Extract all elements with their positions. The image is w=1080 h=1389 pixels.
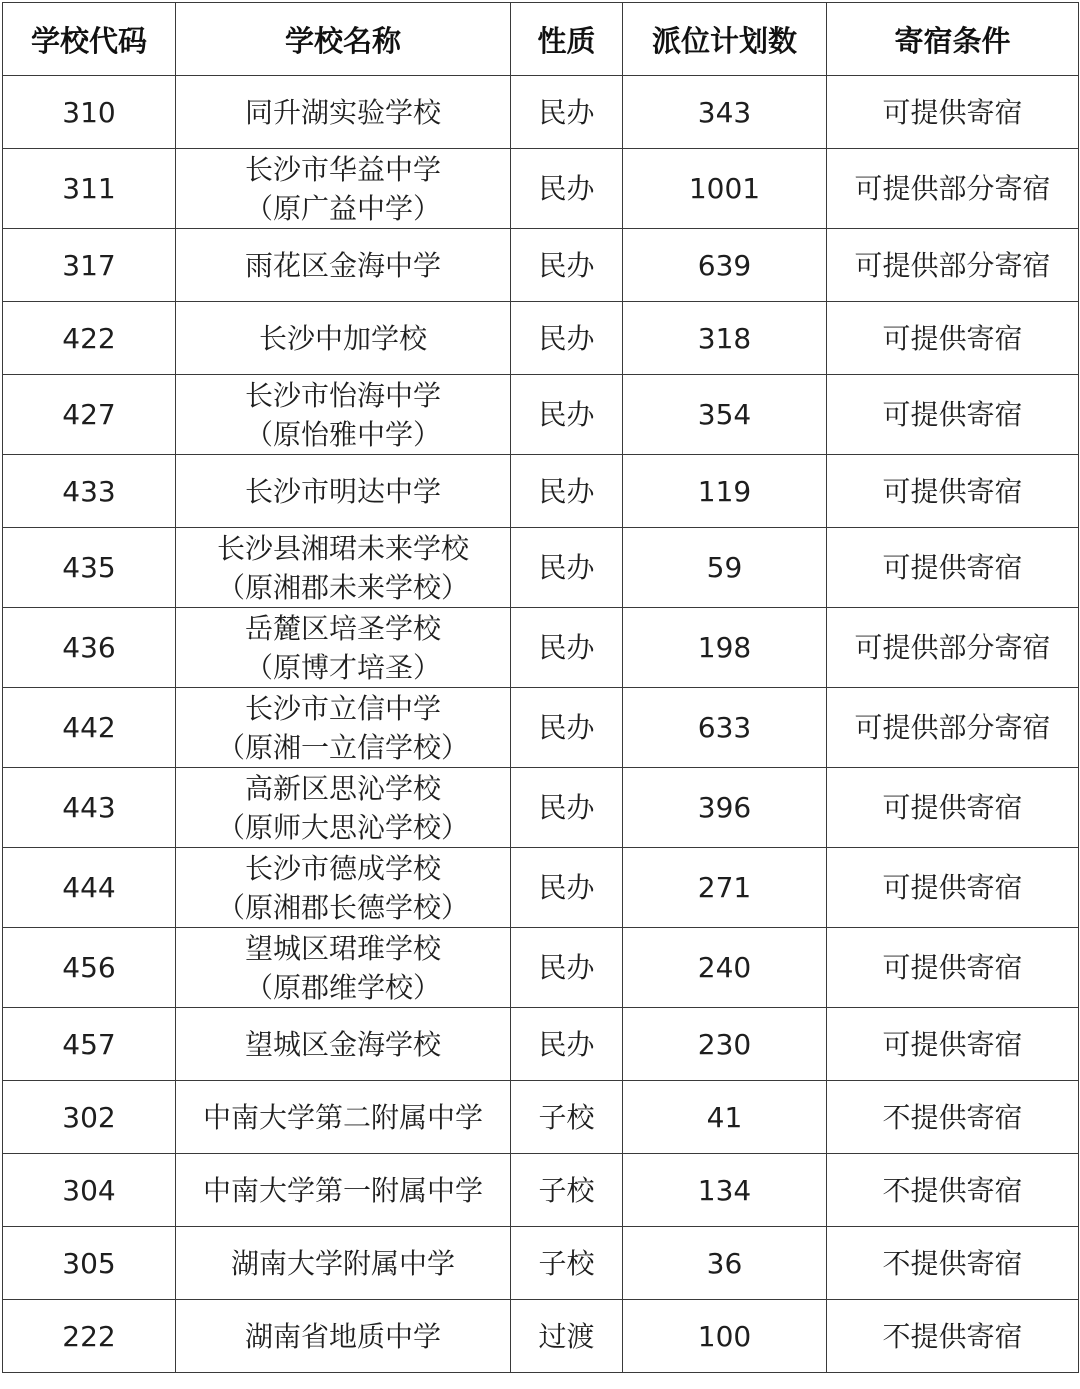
table-row — [3, 1081, 1079, 1154]
school-name-text: 长沙市立信中学 — [244, 691, 441, 725]
cell-allocation-quota: 633 — [623, 688, 827, 768]
cell-boarding-condition: 可提供部分寄宿 — [827, 608, 1079, 688]
cell-school-type: 过渡 — [511, 1300, 623, 1373]
cell-school-code: 305 — [3, 1227, 176, 1300]
cell-school-type: 民办 — [511, 229, 623, 302]
table-header-row — [3, 3, 1079, 76]
school-name-text: 岳麓区培圣学校 — [244, 611, 441, 645]
school-former-name-text: （原博才培圣） — [244, 650, 441, 684]
school-former-name-text: （原广益中学） — [244, 191, 441, 225]
cell-school-code: 457 — [3, 1008, 176, 1081]
school-name-text: 长沙市明达中学 — [244, 474, 441, 508]
cell-boarding-condition: 不提供寄宿 — [827, 1300, 1079, 1373]
cell-boarding-condition: 可提供部分寄宿 — [827, 229, 1079, 302]
cell-boarding-condition: 可提供部分寄宿 — [827, 149, 1079, 229]
cell-allocation-quota: 318 — [623, 302, 827, 375]
cell-school-code: 435 — [3, 528, 176, 608]
school-name-text: 长沙县湘珺未来学校 — [216, 531, 469, 565]
table-row — [3, 302, 1079, 375]
cell-school-type: 民办 — [511, 302, 623, 375]
school-name-text: 望城区珺琟学校 — [244, 931, 441, 965]
cell-school-type: 子校 — [511, 1227, 623, 1300]
table-row — [3, 149, 1079, 229]
school-name-text: 长沙市华益中学 — [244, 152, 441, 186]
cell-school-name — [176, 768, 511, 848]
cell-school-type: 民办 — [511, 1008, 623, 1081]
cell-school-code: 443 — [3, 768, 176, 848]
cell-school-code: 304 — [3, 1154, 176, 1227]
cell-allocation-quota: 59 — [623, 528, 827, 608]
cell-boarding-condition: 可提供寄宿 — [827, 302, 1079, 375]
cell-allocation-quota: 639 — [623, 229, 827, 302]
header-boarding-condition: 寄宿条件 — [827, 3, 1079, 76]
cell-allocation-quota: 100 — [623, 1300, 827, 1373]
school-former-name-text: （原郡维学校） — [244, 970, 441, 1004]
cell-school-type: 子校 — [511, 1081, 623, 1154]
table-row — [3, 455, 1079, 528]
school-name-text: 湖南大学附属中学 — [230, 1246, 455, 1280]
table-row — [3, 848, 1079, 928]
cell-school-name — [176, 149, 511, 229]
cell-allocation-quota: 36 — [623, 1227, 827, 1300]
cell-school-code: 317 — [3, 229, 176, 302]
cell-allocation-quota: 271 — [623, 848, 827, 928]
cell-school-type: 民办 — [511, 76, 623, 149]
cell-school-code: 444 — [3, 848, 176, 928]
table-row — [3, 608, 1079, 688]
cell-boarding-condition: 可提供寄宿 — [827, 375, 1079, 455]
cell-school-type: 民办 — [511, 455, 623, 528]
cell-school-code: 222 — [3, 1300, 176, 1373]
header-allocation-quota: 派位计划数 — [623, 3, 827, 76]
cell-boarding-condition: 可提供寄宿 — [827, 76, 1079, 149]
cell-boarding-condition: 可提供寄宿 — [827, 768, 1079, 848]
cell-school-code: 422 — [3, 302, 176, 375]
cell-school-code: 310 — [3, 76, 176, 149]
school-former-name-text: （原湘郡长德学校） — [216, 890, 469, 924]
school-former-name-text: （原湘郡未来学校） — [216, 570, 469, 604]
cell-boarding-condition: 不提供寄宿 — [827, 1227, 1079, 1300]
cell-school-code: 311 — [3, 149, 176, 229]
table-row — [3, 1154, 1079, 1227]
school-name-text: 雨花区金海中学 — [244, 248, 441, 282]
school-name-text: 长沙中加学校 — [258, 321, 427, 355]
cell-school-type: 民办 — [511, 928, 623, 1008]
cell-school-type: 民办 — [511, 149, 623, 229]
cell-school-code: 302 — [3, 1081, 176, 1154]
cell-school-name — [176, 375, 511, 455]
school-name-text: 望城区金海学校 — [244, 1027, 441, 1061]
cell-boarding-condition: 可提供寄宿 — [827, 928, 1079, 1008]
cell-allocation-quota: 396 — [623, 768, 827, 848]
school-former-name-text: （原怡雅中学） — [244, 417, 441, 451]
cell-school-name — [176, 1227, 511, 1300]
cell-school-name — [176, 1081, 511, 1154]
cell-school-name — [176, 1154, 511, 1227]
cell-allocation-quota: 198 — [623, 608, 827, 688]
table-row — [3, 528, 1079, 608]
school-former-name-text: （原师大思沁学校） — [216, 810, 469, 844]
school-name-text: 高新区思沁学校 — [244, 771, 441, 805]
table-row — [3, 76, 1079, 149]
table-row — [3, 1300, 1079, 1373]
cell-boarding-condition: 可提供寄宿 — [827, 848, 1079, 928]
cell-allocation-quota: 1001 — [623, 149, 827, 229]
table-row — [3, 229, 1079, 302]
cell-school-name — [176, 608, 511, 688]
table-row — [3, 1227, 1079, 1300]
cell-school-type: 民办 — [511, 768, 623, 848]
cell-allocation-quota: 354 — [623, 375, 827, 455]
cell-school-type: 民办 — [511, 528, 623, 608]
table-row — [3, 928, 1079, 1008]
table-row — [3, 688, 1079, 768]
header-school-name: 学校名称 — [176, 3, 511, 76]
cell-boarding-condition: 可提供寄宿 — [827, 1008, 1079, 1081]
school-name-text: 长沙市怡海中学 — [244, 378, 441, 412]
cell-school-name — [176, 848, 511, 928]
school-name-text: 中南大学第二附属中学 — [202, 1100, 483, 1134]
school-former-name-text: （原湘一立信学校） — [216, 730, 469, 764]
cell-school-name — [176, 1008, 511, 1081]
cell-school-code: 433 — [3, 455, 176, 528]
cell-allocation-quota: 343 — [623, 76, 827, 149]
cell-allocation-quota: 119 — [623, 455, 827, 528]
cell-boarding-condition: 可提供部分寄宿 — [827, 688, 1079, 768]
cell-school-name — [176, 928, 511, 1008]
cell-school-code: 436 — [3, 608, 176, 688]
header-school-code: 学校代码 — [3, 3, 176, 76]
cell-school-name — [176, 229, 511, 302]
header-school-type: 性质 — [511, 3, 623, 76]
cell-school-code: 442 — [3, 688, 176, 768]
school-name-text: 湖南省地质中学 — [244, 1319, 441, 1353]
table-row — [3, 375, 1079, 455]
school-name-text: 中南大学第一附属中学 — [202, 1173, 483, 1207]
cell-allocation-quota: 134 — [623, 1154, 827, 1227]
cell-school-code: 427 — [3, 375, 176, 455]
cell-school-name — [176, 302, 511, 375]
cell-school-name — [176, 1300, 511, 1373]
table-row — [3, 1008, 1079, 1081]
table-row — [3, 768, 1079, 848]
school-allocation-table — [2, 2, 1079, 1373]
cell-school-name — [176, 455, 511, 528]
cell-school-type: 民办 — [511, 608, 623, 688]
cell-school-name — [176, 528, 511, 608]
school-table-container — [2, 2, 1078, 1385]
cell-school-code: 456 — [3, 928, 176, 1008]
cell-school-type: 民办 — [511, 848, 623, 928]
cell-school-name — [176, 688, 511, 768]
cell-allocation-quota: 41 — [623, 1081, 827, 1154]
cell-boarding-condition: 不提供寄宿 — [827, 1081, 1079, 1154]
school-name-text: 长沙市德成学校 — [244, 851, 441, 885]
cell-boarding-condition: 可提供寄宿 — [827, 528, 1079, 608]
cell-boarding-condition: 可提供寄宿 — [827, 455, 1079, 528]
cell-boarding-condition: 不提供寄宿 — [827, 1154, 1079, 1227]
cell-school-type: 民办 — [511, 375, 623, 455]
school-name-text: 同升湖实验学校 — [244, 95, 441, 129]
cell-school-type: 子校 — [511, 1154, 623, 1227]
cell-allocation-quota: 240 — [623, 928, 827, 1008]
cell-school-type: 民办 — [511, 688, 623, 768]
cell-allocation-quota: 230 — [623, 1008, 827, 1081]
cell-school-name — [176, 76, 511, 149]
